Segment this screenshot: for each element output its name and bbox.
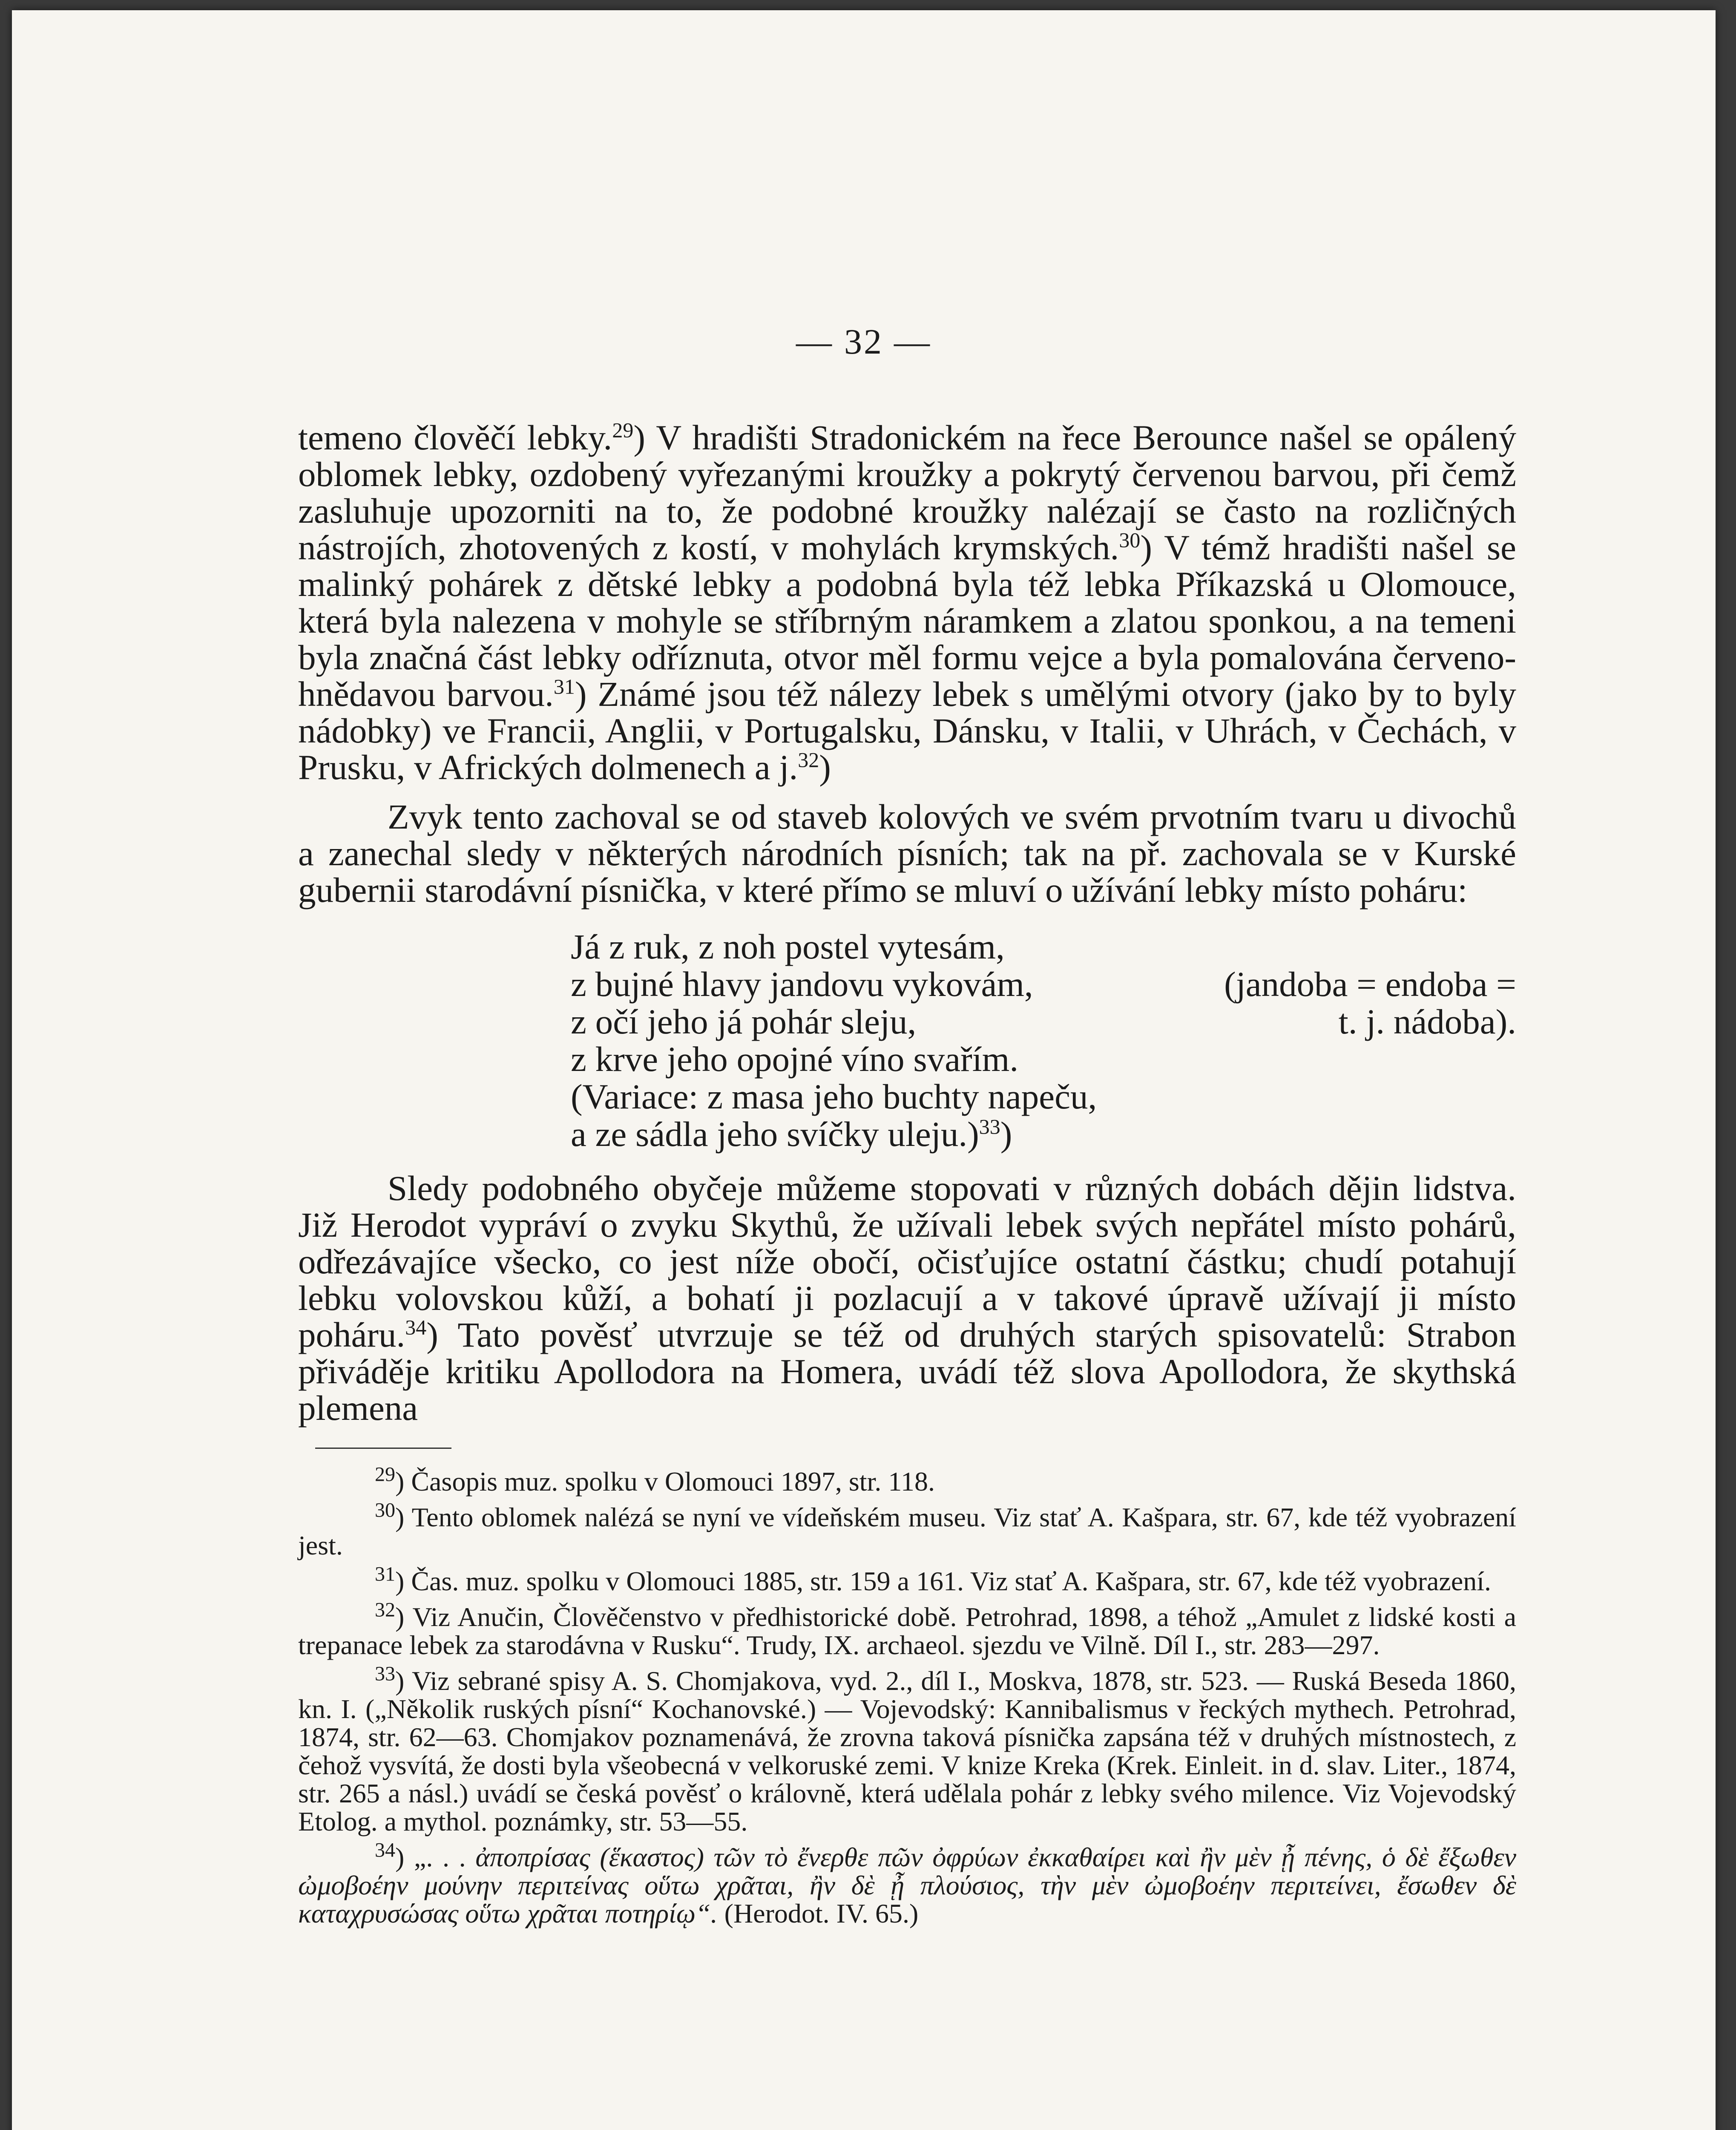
footnote-mark: 34: [375, 1839, 395, 1862]
text-run: Sledy podobného obyčeje můžeme stopovati v různých dobách dějin lidstva. Již Herodot vypráví o zvyku Skythů, že užívali lebek svých nepřátel místo pohárů, odřezávajíce všecko, co jest níže obočí, očisťujíce ostatní částku; chudí potahují lebku volovskou kůží, a bohatí ji pozlacují a v takové úpravě užívají ji místo poháru.: [298, 1169, 1516, 1354]
footnote-ref: 29: [612, 418, 634, 442]
footnotes: [298, 1463, 1516, 1836]
footnote-text: ) Tento oblomek nalézá se nyní ve vídeňském museu. Viz stať A. Kašpara, str. 67, kde též vyobrazení jest.: [298, 1502, 1516, 1560]
footnote-34: [298, 1839, 1517, 1929]
greek-quotation: ἀποπρίσας (ἕκαστος) τῶν τὸ ἔνερθε πῶν ὀφρύων ἐκκαθαίρει καὶ ἢν μὲν ᾖ πένης, ὁ δὲ ἔξωθεν ὠμοβοέην μούνην περιτείνας οὕτω χρᾶται, ἢν δὲ ᾖ πλούσιος, τὴν μὲν ὠμοβοέην περιτείνει, ἔσωθεν δὲ καταχρυσώσας οὕτω χρᾶται ποτηρίῳ“.: [298, 1842, 1517, 1929]
paragraph-1: [298, 419, 1516, 786]
poem-line: Já z ruk, z noh postel vytesám,: [571, 927, 1005, 966]
footnote-29: [298, 1463, 1516, 1497]
footnote-source: (Herodot. IV. 65.): [717, 1898, 919, 1929]
footnote-33: [298, 1662, 1516, 1836]
poem-line-last: [571, 1115, 1516, 1153]
footnote-ref: 33: [979, 1114, 1000, 1139]
footnote-text: ) Časopis muz. spolku v Olomouci 1897, str. 118.: [395, 1466, 935, 1497]
poem-line-close: ): [1000, 1114, 1012, 1154]
poem-line: (Variace: z masa jeho buchty napeču,: [571, 1077, 1097, 1116]
scanned-page: [12, 10, 1716, 2130]
poem-gloss-1: (jandoba = endoba =: [1224, 964, 1516, 1004]
text-run: ) Tato pověsť utvrzuje se též od druhých starých spisovatelů: Strabon přiváděje kritiku Apollodora na Homera, uvádí též slova Apollodora, že skythská plemena: [298, 1315, 1516, 1428]
text-run: temeno člověčí lebky.: [298, 418, 612, 457]
footnote-mark: 33: [375, 1662, 395, 1685]
footnote-mark: 29: [375, 1463, 395, 1486]
footnote-text: ) Viz Anučin, Člověčenstvo v předhistorické době. Petrohrad, 1898, a téhož „Amulet z lidské kosti a trepanace lebek za starodávna v Rusku“. Trudy, IX. archaeol. sjezdu ve Vilně. Díl I., str. 283—297.: [298, 1602, 1516, 1660]
footnote-mark: 31: [375, 1563, 395, 1586]
text-run: Zvyk tento zachoval se od staveb kolových ve svém prvotním tvaru u divochů a zanechal sledy v některých národních písních; tak na př. zachovala se v Kurské gubernii starodávní písnička, v které přímo se mluví o užívání lebky místo poháru:: [298, 797, 1516, 910]
footnote-mark: 30: [375, 1499, 395, 1522]
footnote-ref: 34: [405, 1315, 427, 1339]
footnote-divider: [315, 1448, 451, 1449]
poem-line: z bujné hlavy jandovu vykovám,: [571, 964, 1033, 1004]
footnote-lead: ) „. . .: [395, 1842, 466, 1872]
poem-gloss-2: t. j. nádoba).: [1338, 1002, 1516, 1041]
text-run: ): [819, 748, 831, 787]
poem-line-text: a ze sádla jeho svíčky uleju.): [571, 1114, 979, 1154]
text-run: ) Známé jsou též nálezy lebek s umělými otvory (jako by to byly nádobky) ve Francii, Anglii, v Portugalsku, Dánsku, v Italii, v Uhrách, v Čechách, v Prusku, v Afrických dolmenech a j.: [298, 674, 1516, 787]
text-run: ) V témž hradišti našel se malinký pohárek z dětské lebky a podobná byla též lebka Příkazská u Olomouce, která byla nalezena v mohyle se stříbrným náramkem a zlatou sponkou, a na temeni byla značná část lebky odříznuta, otvor měl formu vejce a byla pomalována červeno-hnědavou barvou.: [298, 528, 1516, 714]
poem-line: z očí jeho já pohár sleju,: [571, 1002, 917, 1041]
page-content: [298, 419, 1516, 1935]
footnote-ref: 32: [798, 748, 819, 772]
footnote-ref: 31: [553, 674, 575, 699]
paragraph-3: [298, 1170, 1516, 1426]
text-run: ) V hradišti Stradonickém na řece Berounce našel se opálený oblomek lebky, ozdobený vyřezanými kroužky a pokrytý červenou barvou, při čemž zasluhuje upozorniti na to, že podobné kroužky nalézají se často na rozličných nástrojích, zhotovených z kostí, v mohylách krymských.: [298, 418, 1516, 567]
paragraph-2: [298, 798, 1516, 908]
footnote-31: [298, 1563, 1516, 1596]
folk-song-quote: [571, 928, 1516, 1153]
footnote-mark: 32: [375, 1598, 395, 1621]
footnote-30: [298, 1499, 1516, 1560]
poem-line: z krve jeho opojné víno svařím.: [571, 1039, 1019, 1079]
footnote-ref: 30: [1119, 528, 1141, 552]
footnote-32: [298, 1598, 1516, 1660]
footnote-text: ) Čas. muz. spolku v Olomouci 1885, str. 159 a 161. Viz stať A. Kašpara, str. 67, kde též vyobrazení.: [395, 1566, 1491, 1596]
footnote-text: ) Viz sebrané spisy A. S. Chomjakova, vyd. 2., díl I., Moskva, 1878, str. 523. — Ruská Beseda 1860, kn. I. („Několik ruských písní“ Kochanovské.) — Vojevodský: Kannibalismus v řeckých mythech. Petrohrad, 1874, str. 62—63. Chomjakov poznamenává, že zrovna taková písnička zapsána též v druhých místnostech, z čehož vysvítá, že dosti byla všeobecná v velkoruské zemi. V knize Kreka (Krek. Einleit. in d. slav. Liter., 1874, str. 265 a násl.) uvádí se česká pověsť o královně, která udělala pohár z lebky svého milence. Viz Vojevodský Etolog. a mythol. poznámky, str. 53—55.: [298, 1666, 1516, 1836]
page-number: — 32 —: [796, 322, 931, 362]
